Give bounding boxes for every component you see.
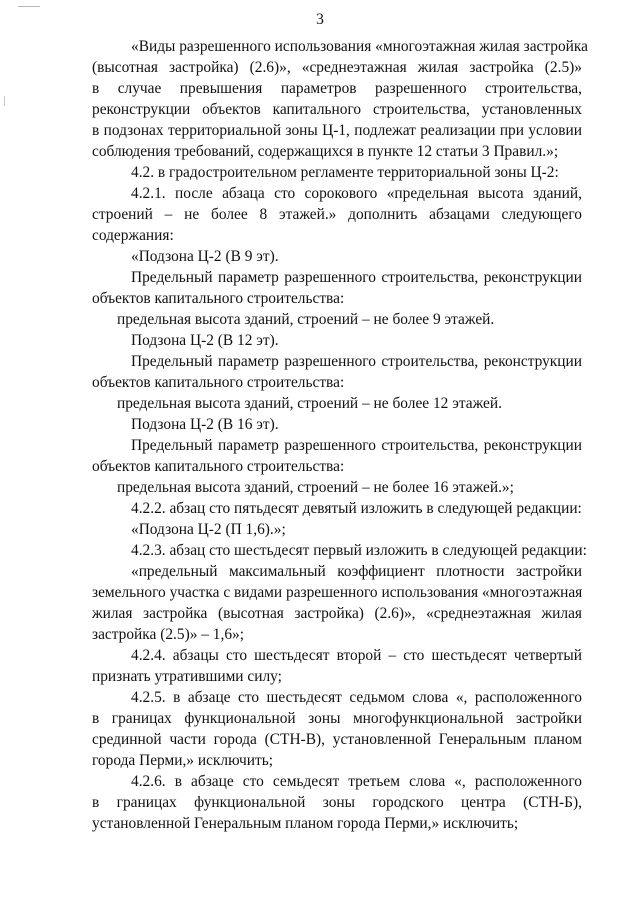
text-line: (высотная застройка) (2.6)», «среднеэтажная жилая застройка (2.5)» <box>92 59 582 76</box>
text-line: в границах функциональной зоны многофункциональной застройки <box>92 710 582 727</box>
text-line: жилая застройка (высотная застройка) (2.6)», «среднеэтажная жилая <box>92 605 582 622</box>
text-line: 4.2.2. абзац сто пятьдесят девятый изложить в следующей редакции: <box>131 500 582 517</box>
text-line: земельного участка с видами разрешенного использования «многоэтажная <box>92 584 583 601</box>
text-line: в случае превышения параметров разрешенного строительства, <box>92 80 582 97</box>
text-line: «Подзона Ц-2 (В 9 эт). <box>131 248 279 265</box>
text-line: содержания: <box>92 227 174 244</box>
text-line: Предельный параметр разрешенного строительства, реконструкции <box>131 353 582 370</box>
text-line: предельная высота зданий, строений – не более 9 этажей. <box>117 311 495 328</box>
text-line: 4.2.5. в абзаце сто шестьдесят седьмом слова «, расположенного <box>131 689 582 706</box>
scan-artifact <box>4 96 5 106</box>
text-line: «Виды разрешенного использования «многоэтажная жилая застройка <box>131 38 588 55</box>
text-line: в границах функциональной зоны городского центра (СТН-Б), <box>92 794 582 811</box>
text-line: 4.2.6. в абзаце сто семьдесят третьем слова «, расположенного <box>131 773 582 790</box>
text-line: Предельный параметр разрешенного строительства, реконструкции <box>131 437 582 454</box>
text-line: «предельный максимальный коэффициент плотности застройки <box>131 563 582 580</box>
text-line: объектов капитального строительства: <box>92 458 345 475</box>
text-line: Подзона Ц-2 (В 16 эт). <box>131 416 279 433</box>
text-line: предельная высота зданий, строений – не более 16 этажей.»; <box>117 479 514 496</box>
text-line: Предельный параметр разрешенного строительства, реконструкции <box>131 269 582 286</box>
text-line: срединной части города (СТН-В), установленной Генеральным планом <box>92 731 582 748</box>
text-line: предельная высота зданий, строений – не более 12 этажей. <box>117 395 502 412</box>
text-line: объектов капитального строительства: <box>92 290 345 307</box>
text-line: 4.2. в градостроительном регламенте территориальной зоны Ц-2: <box>131 164 559 181</box>
text-line: 4.2.1. после абзаца сто сорокового «предельная высота зданий, <box>131 185 582 202</box>
text-line: застройка (2.5)» – 1,6»; <box>92 626 244 643</box>
text-line: Подзона Ц-2 (В 12 эт). <box>131 332 279 349</box>
text-line: объектов капитального строительства: <box>92 374 345 391</box>
page-number: 3 <box>316 11 324 28</box>
text-line: 4.2.4. абзацы сто шестьдесят второй – сто шестьдесят четвертый <box>131 647 582 664</box>
text-line: установленной Генеральным планом города Перми,» исключить; <box>92 815 519 832</box>
text-line: соблюдения требований, содержащихся в пункте 12 статьи 3 Правил.»; <box>92 143 559 160</box>
scan-artifact <box>18 6 40 7</box>
text-line: города Перми,» исключить; <box>92 752 273 769</box>
text-line: признать утратившими силу; <box>92 668 282 685</box>
text-line: «Подзона Ц-2 (П 1,6).»; <box>131 521 286 538</box>
text-line: реконструкции объектов капитального строительства, установленных <box>92 101 582 118</box>
text-line: в подзонах территориальной зоны Ц-1, подлежат реализации при условии <box>92 122 582 139</box>
text-line: 4.2.3. абзац сто шестьдесят первый изложить в следующей редакции: <box>131 542 587 559</box>
text-line: строений – не более 8 этажей.» дополнить абзацами следующего <box>92 206 582 223</box>
